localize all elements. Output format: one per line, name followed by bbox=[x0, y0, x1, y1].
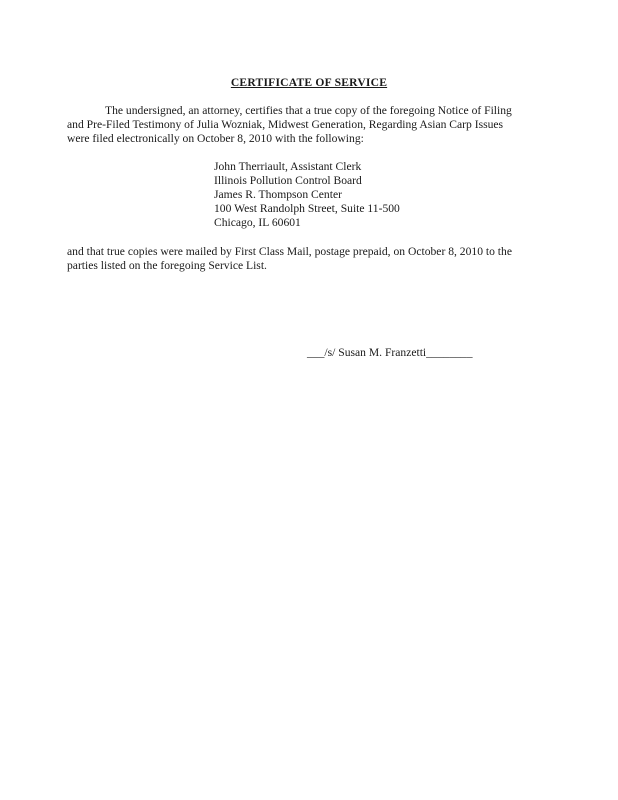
intro-line: were filed electronically on October 8, 2010 with the following: bbox=[67, 132, 364, 145]
recipient-city: Chicago, IL 60601 bbox=[214, 216, 301, 229]
document-title: CERTIFICATE OF SERVICE bbox=[230, 76, 388, 89]
closing-line: parties listed on the foregoing Service List. bbox=[67, 259, 267, 272]
intro-line: and Pre-Filed Testimony of Julia Wozniak, Midwest Generation, Regarding Asian Carp Issues bbox=[67, 118, 504, 131]
recipient-building: James R. Thompson Center bbox=[214, 188, 342, 201]
closing-line: and that true copies were mailed by First Class Mail, postage prepaid, on October 8, 2010 to the bbox=[67, 245, 512, 258]
recipient-name: John Therriault, Assistant Clerk bbox=[214, 160, 362, 173]
intro-line bbox=[67, 104, 547, 118]
signature-line: ___/s/ Susan M. Franzetti________ bbox=[307, 346, 473, 359]
recipient-street: 100 West Randolph Street, Suite 11-500 bbox=[214, 202, 400, 215]
recipient-organization: Illinois Pollution Control Board bbox=[214, 174, 362, 187]
closing-paragraph bbox=[67, 245, 547, 273]
intro-paragraph bbox=[67, 104, 547, 146]
intro-line-text: The undersigned, an attorney, certifies that a true copy of the foregoing Notice of Filing bbox=[105, 104, 512, 117]
recipient-address-block bbox=[214, 160, 400, 230]
